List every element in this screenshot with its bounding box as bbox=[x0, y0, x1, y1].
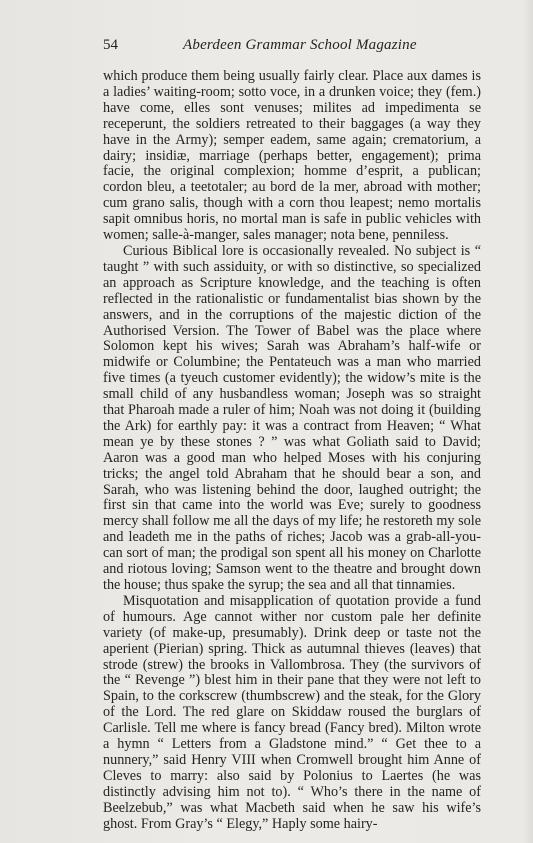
article-body bbox=[103, 69, 481, 833]
page-edge-shadow bbox=[523, 0, 533, 843]
page-header bbox=[103, 37, 481, 63]
paragraph-biblical-lore: Curious Biblical lore is occasionally revealed. No subject is “ taught ” with such assiduity, or with so distinctive, so specialized an approach as Scripture knowledge, and the teaching is often reflected in the rationalistic or fundamentalist bias shown by the answers, and in the corruptions of the majestic diction of the Authorised Version. The Tower of Babel was the place where Solomon kept his wives; Sarah was Abraham’s half-wife or midwife or Columbine; the Pentateuch was a man who married five times (a tyeuch customer evidently); the widow’s mite is the small child of any husbandless woman; Joseph was so straight that Pharoah made a ruler of him; Noah was not doing it (building the Ark) for earthly pay: it was a contract from Heaven; “ What mean ye by these stones ? ” was what Goliath said to David; Aaron was a good man who helped Moses with his conjuring tricks; the angel told Abraham that he should bear a son, and Sarah, who was listening behind the door, laughed outright; the first sin that came into the world was Eve; surely to goodness mercy shall follow me all the days of my life; he restoreth my sole and leadeth me in the paths of riches; Jacob was a grab-all-you-can sort of man; the prodigal son spent all his money on Charlotte and riotous loving; Samson went to the theatre and brought down the house; thus spake the syrup; the sea and all that tinnamies. bbox=[103, 242, 481, 593]
paragraph-misquotation: Misquotation and misapplication of quotation provide a fund of humours. Age cannot wither nor custom pale her definite variety (of make-up, presumably). Drink deep or taste not the aperient (Pierian) spring. Thick as autumnal thieves (leaves) that strode (strew) the brooks in Vallombrosa. They (the survivors of the “ Revenge ”) blest him in their pane that they were not left to Spain, to the corkscrew (thumbscrew) and the steak, for the Glory of the Lord. The red glare on Skiddaw roused the burglars of Carlisle. Tell me where is fancy bread (Fancy bred). Milton wrote a hymn “ Letters from a Gladstone mind.” “ Get thee to a nunnery,” said Henry VIII when Cromwell brought him Anne of Cleves to marry: also said by Polonius to Laertes (he was distinctly advising him not to). “ Who’s there in the name of Beelzebub,” was what Macbeth said when he saw his wife’s ghost. From Gray’s “ Elegy,” Haply some hairy- bbox=[103, 592, 481, 832]
page-number: 54 bbox=[103, 37, 118, 53]
running-title: Aberdeen Grammar School Magazine bbox=[183, 37, 417, 53]
paragraph-latin-phrases: which produce them being usually fairly clear. Place aux dames is a ladies’ waiting-room; sotto voce, in a drunken voice; they (fem.) have come, elles sont venuses; milites ad impedimenta se receperunt, the soldiers retreated to their baggages (a way they have in the Army); semper eadem, same again; crematorium, a dairy; insidiæ, marriage (perhaps better, engagement); prima facie, the original complexion; homme d’esprit, a publican; cordon bleu, a teetotaler; au bord de la mer, abroad with mother; cum grano salis, though with a corn thou leapest; nemo mortalis sapit omnibus horis, no mortal man is safe in public vehicles with women; salle-à-manger, sales manager; nota bene, penniless. bbox=[103, 68, 481, 244]
